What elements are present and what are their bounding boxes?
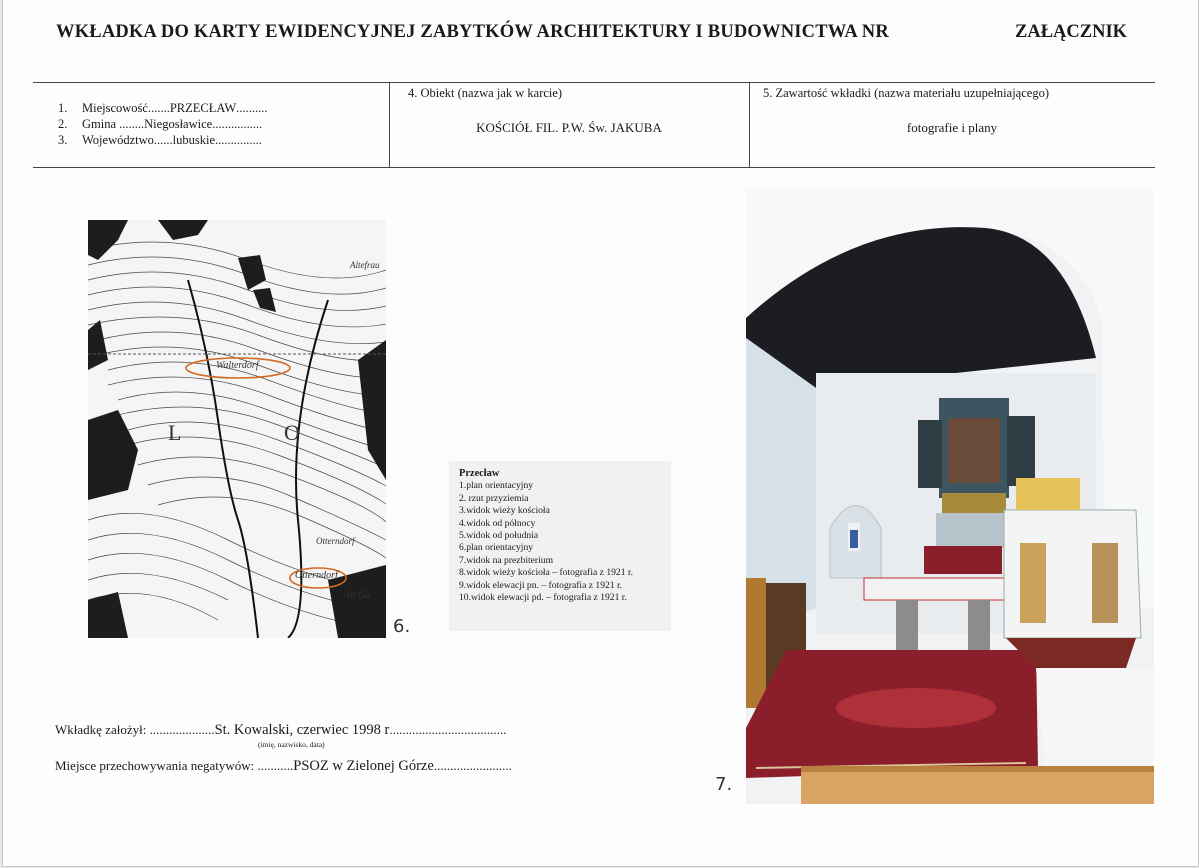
- map-annotation: 6.: [393, 616, 411, 637]
- object-heading: 4. Obiekt (nazwa jak w karcie): [408, 86, 563, 100]
- legend-item: 1.plan orientacyjny: [459, 480, 534, 492]
- header-rule-top: [33, 82, 1155, 83]
- content-value: fotografie i plany: [906, 120, 998, 135]
- negatives-label: Miejsce przechowywania negatywów:: [55, 758, 255, 773]
- voivodeship-value: lubuskie: [172, 133, 216, 147]
- map-label-altefrau: Altefrau: [350, 260, 380, 270]
- legend-item: 7.widok na prezbiterium: [459, 554, 554, 566]
- map-label-otterndorf-lower: Otterndorf: [295, 570, 338, 581]
- map-label-walterdorf: Walterdorf: [216, 360, 259, 371]
- object-value: KOŚCIÓŁ FIL. P.W. Św. JAKUBA: [476, 120, 662, 135]
- church-interior-photo: [746, 188, 1154, 804]
- photo-drawing: [746, 188, 1154, 804]
- legend-item: 3.widok wieży kościoła: [459, 505, 550, 517]
- legend-item: 10.widok elewacji pd. – fotografia z 1921 r.: [459, 592, 627, 604]
- legend-item: 8.widok wieży kościoła – fotografia z 1921 r.: [459, 567, 633, 579]
- map-label-otterndorf-upper: Otterndorf: [316, 536, 355, 546]
- founder-value: St. Kowalski, czerwiec 1998 r: [214, 722, 390, 738]
- content-heading: 5. Zawartość wkładki (nazwa materiału uzupełniającego): [763, 86, 1049, 100]
- photo-annotation: 7.: [715, 774, 733, 795]
- map-drawing: [88, 220, 386, 638]
- field-commune: 2. Gmina ........ Niegosławice ................: [58, 117, 263, 131]
- legend-item: 6.plan orientacyjny: [459, 542, 534, 554]
- document-title: WKŁADKA DO KARTY EWIDENCYJNEJ ZABYTKÓW ARCHITEKTURY I BUDOWNICTWA NR: [56, 22, 889, 42]
- negatives-value: PSOZ w Zielonej Górze: [293, 758, 434, 774]
- founder-note: (imię, nazwisko, data): [258, 740, 325, 749]
- contents-legend: [449, 461, 671, 631]
- founder-label: Wkładkę założył:: [55, 722, 147, 737]
- attachment-label: ZAŁĄCZNIK: [1015, 22, 1128, 42]
- location-fields: [58, 100, 267, 148]
- map-letter-o: O: [284, 420, 300, 445]
- negatives-line: Miejsce przechowywania negatywów: ...........PSOZ w Zielonej Górze........................: [55, 758, 512, 774]
- legend-item: 5.widok od południa: [459, 530, 539, 542]
- column-divider-1: [389, 82, 390, 168]
- field-town: 1. Miejscowość ....... PRZECŁAW ..........: [58, 101, 268, 115]
- legend-item: 2. rzut przyziemia: [459, 492, 529, 504]
- town-value: PRZECŁAW: [169, 101, 237, 115]
- legend-item: 4.widok od północy: [459, 517, 536, 529]
- historic-map: [88, 220, 386, 638]
- legend-item: 9.widok elewacji pn. – fotografia z 1921 r.: [459, 579, 623, 591]
- legend-heading: Przecław: [459, 468, 500, 479]
- map-label-alt-ga: Alt Ga: [344, 590, 371, 601]
- document-sheet: [2, 0, 1199, 867]
- field-voivodeship: 3. Województwo ...... lubuskie ...............: [58, 133, 262, 147]
- founder-line: Wkładkę założył: ....................St. Kowalski, czerwiec 1998 r....................................: [55, 722, 507, 738]
- commune-value: Niegosławice: [144, 117, 213, 131]
- map-letter-l: L: [168, 420, 182, 445]
- header-rule-bottom: [33, 167, 1155, 168]
